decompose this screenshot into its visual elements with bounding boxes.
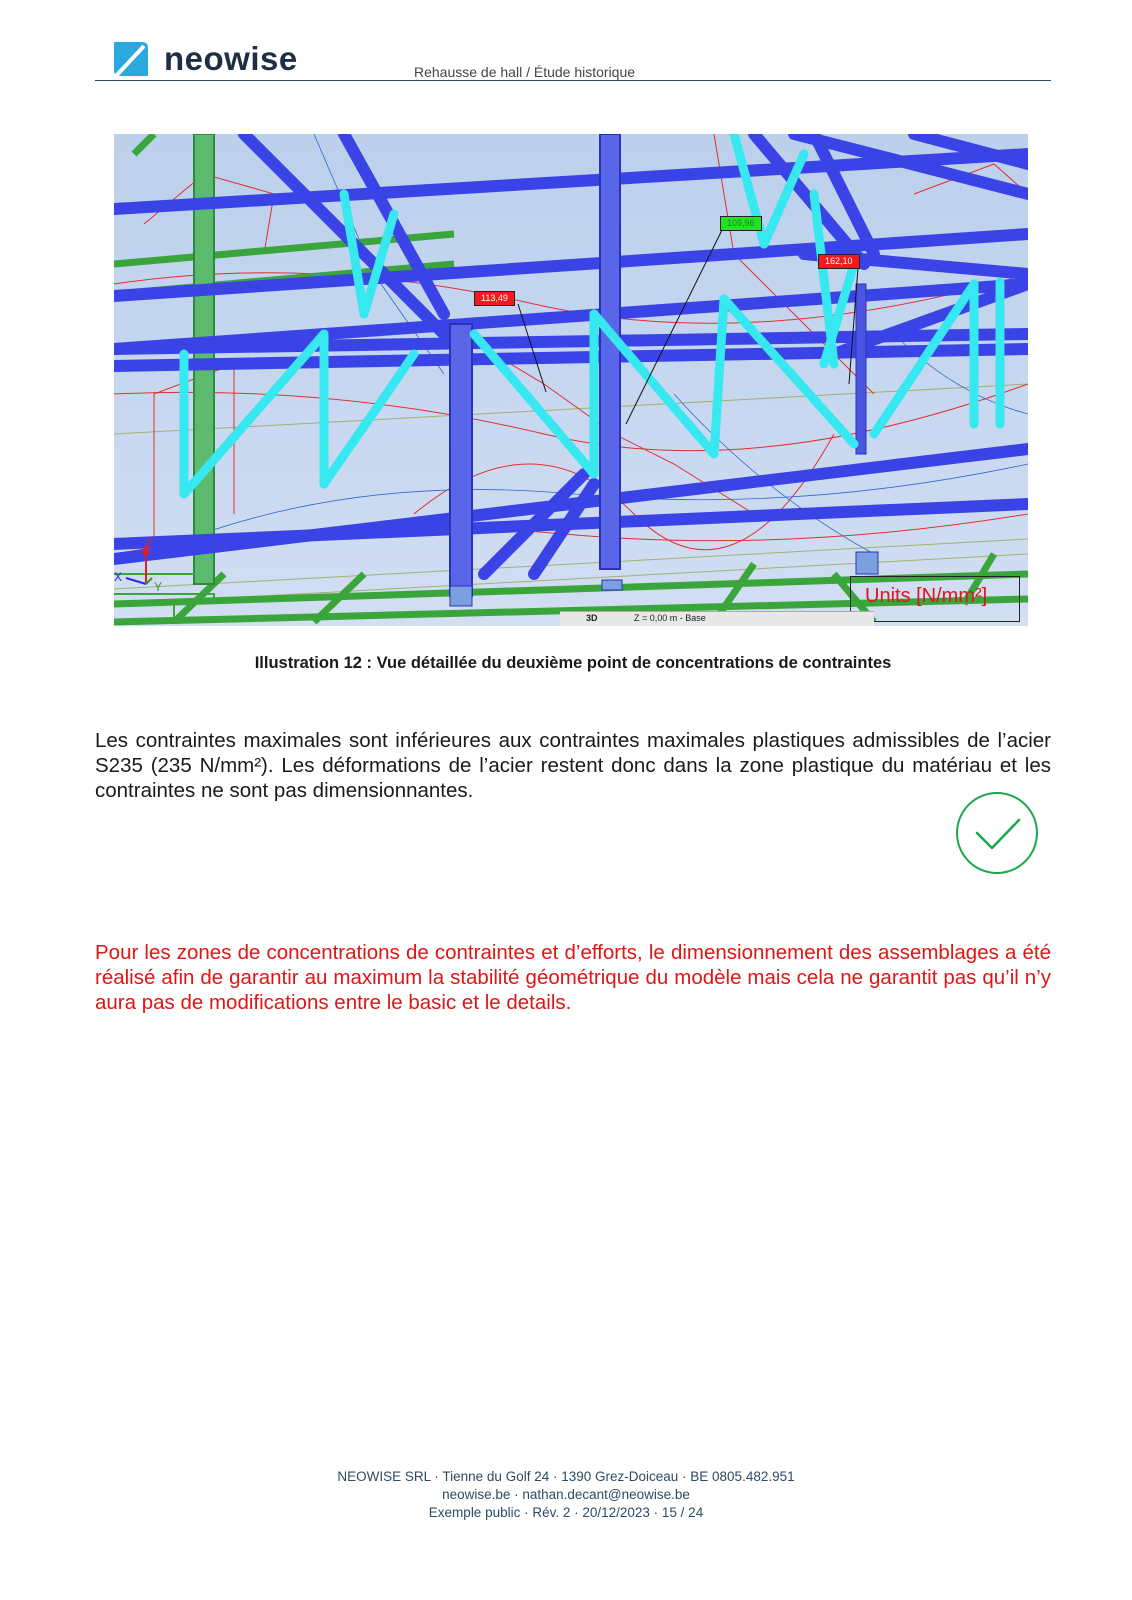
steel-truss-render <box>114 134 1028 626</box>
stress-value-label: 109,96 <box>720 216 762 231</box>
document-title: Rehausse de hall / Étude historique <box>414 64 636 80</box>
footer-revision-line: Exemple public · Rév. 2 · 20/12/2023 · 15 / 24 <box>428 1505 704 1520</box>
units-legend <box>850 576 1020 622</box>
brand-name: neowise <box>164 40 298 77</box>
axis-x-label: X <box>114 570 123 584</box>
axis-y-label: Y <box>154 580 163 594</box>
page-footer <box>0 1468 1132 1522</box>
footer-company-line: NEOWISE SRL · Tienne du Golf 24 · 1390 Grez-Doiceau · BE 0805.482.951 <box>337 1469 795 1484</box>
figure-caption: Illustration 12 : Vue détaillée du deuxième point de concentrations de contraintes <box>254 654 892 672</box>
stress-value-label: 162,10 <box>818 254 860 269</box>
brand-logo <box>112 40 298 78</box>
work-plane-label: Z = 0,00 m - Base <box>634 613 706 623</box>
warning-paragraph: Pour les zones de concentrations de contraintes et d’efforts, le dimensionnement des assemblages a été réalisé afin de garantir au maximum la stabilité géométrique du modèle mais cela ne garantit pas qu’il n’y aura pas de modifications entre le basic et le details. <box>95 941 1051 1014</box>
neowise-logo-icon <box>112 40 150 78</box>
conclusion-paragraph: Les contraintes maximales sont inférieures aux contraintes maximales plastiques admissibles de l’acier S235 (235 N/mm²). Les déformations de l’acier restent donc dans la zone plastique du matériau et les contraintes ne sont pas dimensionnantes. <box>95 729 1051 802</box>
stress-value-label: 113,49 <box>474 291 515 306</box>
header-divider <box>95 80 1051 81</box>
axis-z-label: Z <box>145 536 153 550</box>
units-label: Units [N/mm²] <box>865 585 988 607</box>
view-mode-label: 3D <box>586 613 598 623</box>
structural-model-figure <box>114 134 1028 626</box>
check-circle-icon <box>955 791 1039 875</box>
footer-contact-line: neowise.be · nathan.decant@neowise.be <box>442 1487 690 1502</box>
view-status-bar <box>560 611 874 626</box>
